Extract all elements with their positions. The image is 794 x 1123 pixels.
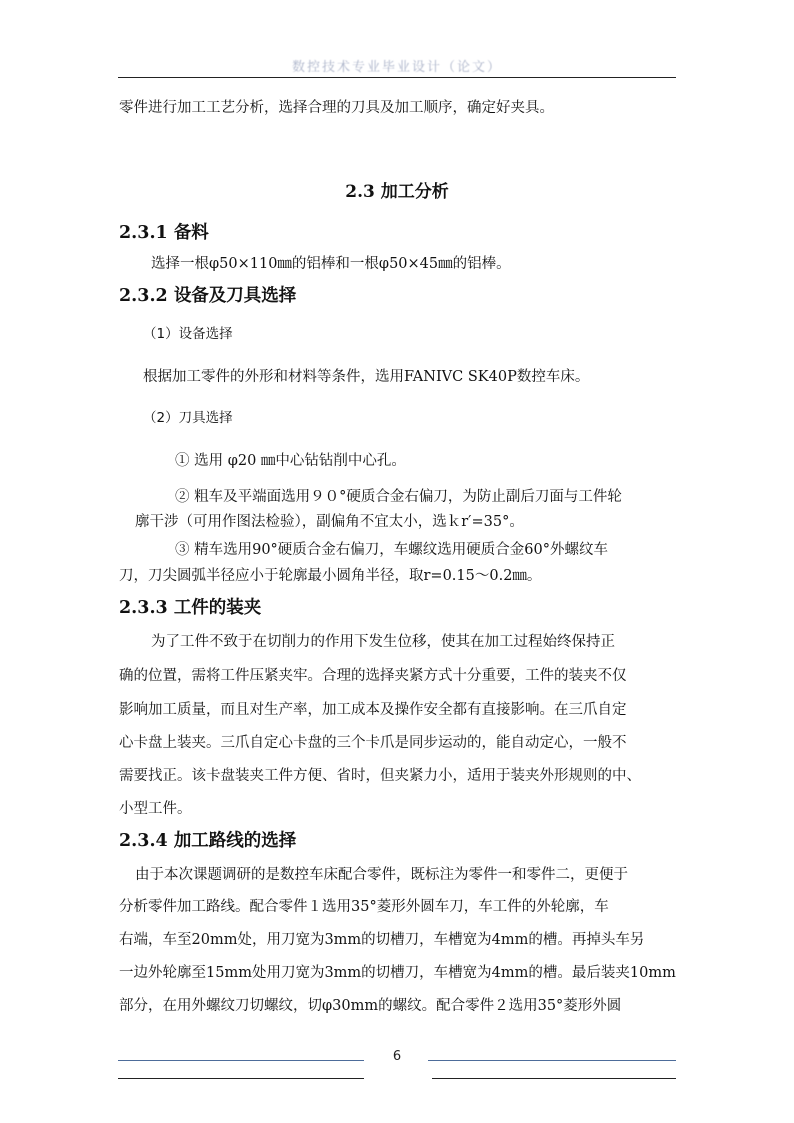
route-line-3: 右端，车至20mm处，用刀宽为3mm的切槽刀，车槽宽为4mm的槽。再掉头车另 [119,932,645,948]
section-title: 2.3 加工分析 [345,182,449,202]
heading-number: 2.3.3 [119,598,168,618]
heading-number: 2.3.1 [119,223,168,243]
paragraph-stock: 选择一根φ50×110㎜的铝棒和一根φ50×45㎜的铝棒。 [151,256,511,272]
clamping-line-5: 需要找正。该卡盘装夹工件方便、省时，但夹紧力小，适用于装夹外形规则的中、 [119,768,641,784]
clamping-line-6: 小型工件。 [119,801,192,817]
tool-item-3-line-1: ③ 精车选用90°硬质合金右偏刀，车螺纹选用硬质合金60°外螺纹车 [175,542,609,558]
intro-paragraph: 零件进行加工工艺分析，选择合理的刀具及加工顺序，确定好夹具。 [119,100,554,116]
heading-2-3-4 [119,830,296,852]
heading-text: 设备及刀具选择 [173,286,297,306]
heading-2-3-1 [119,222,209,244]
clamping-line-2: 确的位置，需将工件压紧夹牢。合理的选择夹紧方式十分重要，工件的装夹不仅 [119,668,627,684]
equipment-text: 根据加工零件的外形和材料等条件，选用FANIVC SK40P数控车床。 [143,369,590,385]
heading-2-3-2 [119,285,296,307]
clamping-line-4: 心卡盘上装夹。三爪自定心卡盘的三个卡爪是同步运动的，能自动定心，一般不 [119,735,627,751]
footer-rule-left [118,1078,364,1079]
heading-number: 2.3.4 [119,831,168,851]
heading-text: 工件的装夹 [173,598,262,618]
tool-label: （2）刀具选择 [143,410,233,426]
route-line-2: 分析零件加工路线。配合零件１选用35°菱形外圆车刀，车工件的外轮廓，车 [119,899,609,915]
tool-item-2-line-1: ② 粗车及平端面选用９０°硬质合金右偏刀，为防止副后刀面与工件轮 [175,489,622,505]
route-line-4: 一边外轮廓至15mm处用刀宽为3mm的切槽刀，车槽宽为4mm的槽。最后装夹10mm [119,965,676,981]
header-rule [118,77,676,78]
heading-text: 加工路线的选择 [173,831,297,851]
equipment-label: （1）设备选择 [143,326,233,342]
clamping-line-1: 为了工件不致于在切削力的作用下发生位移，使其在加工过程始终保持正 [151,634,615,650]
clamping-line-3: 影响加工质量，而且对生产率，加工成本及操作安全都有直接影响。在三爪自定 [119,702,627,718]
tool-item-1: ① 选用 φ20 ㎜中心钻钻削中心孔。 [175,453,406,469]
footer-rule-right [432,1078,676,1079]
page-number: 6 [392,1049,402,1064]
header-text: 数控技术专业毕业设计（论文） [291,60,502,75]
heading-text: 备料 [173,223,209,243]
heading-2-3-3 [119,597,261,619]
route-line-1: 由于本次课题调研的是数控车床配合零件，既标注为零件一和零件二，更便于 [135,867,628,883]
heading-number: 2.3.2 [119,286,168,306]
tool-item-3-line-2: 刀，刀尖圆弧半径应小于轮廓最小圆角半径，取r=0.15～0.2㎜。 [119,568,542,584]
route-line-5: 部分，在用外螺纹刀切螺纹，切φ30mm的螺纹。配合零件２选用35°菱形外圆 [119,998,622,1014]
tool-item-2-line-2: 廓干涉（可用作图法检验），副偏角不宜太小，选ｋr′=35°。 [135,514,524,530]
